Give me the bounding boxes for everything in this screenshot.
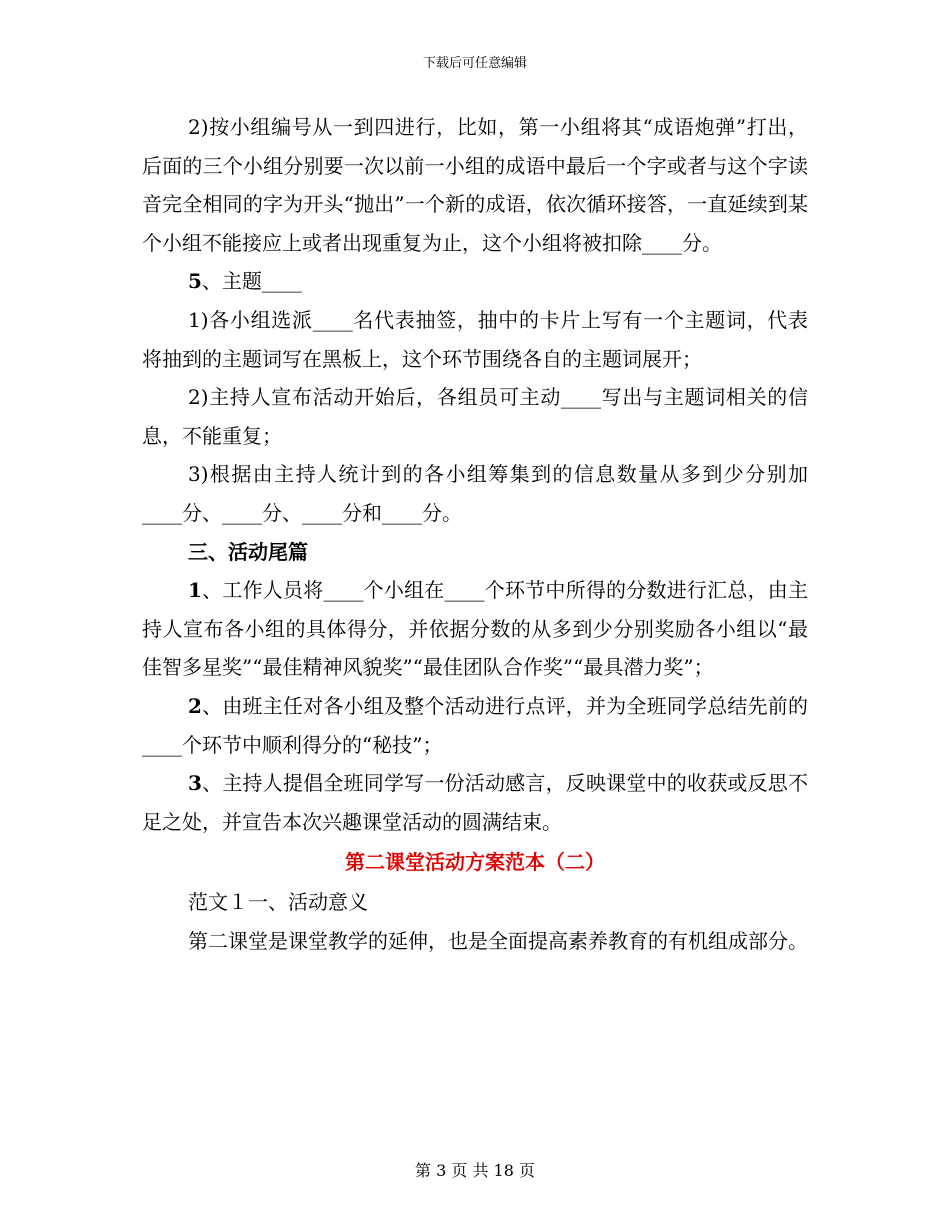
paragraph-theme-2: 2)主持人宣布活动开始后，各组员可主动____写出与主题词相关的信息，不能重复；: [142, 385, 808, 448]
paragraph-ending-1: [142, 571, 808, 687]
sample-heading: 范文１一、活动意义: [188, 890, 368, 915]
paragraph-theme-1: 1)各小组选派____名代表抽签，抽中的卡片上写有一个主题词，代表将抽到的主题词写在黑板上，这个环节围绕各自的主题词展开；: [142, 307, 808, 371]
page-header: 下载后可任意编辑: [422, 56, 527, 71]
section-5-heading: [142, 262, 808, 301]
ending-1-text: 、工作人员将____个小组在____个环节中所得的分数进行汇总，由主持人宣布各小组的具体得分，并依据分数的从多到少分别奖励各小组以“最佳智多星奖”“最佳精神风貌奖”“最佳团队合作奖”“最具潜力奖”；: [142, 578, 808, 680]
paragraph-significance: 第二课堂是课堂教学的延伸，也是全面提高素养教育的有机组成部分。: [188, 928, 808, 953]
paragraph-ending-3: [142, 764, 808, 841]
ending-2-text: 、由班主任对各小组及整个活动进行点评，并为全班同学总结先前的____个环节中顺利得分的“秘技”；: [142, 693, 808, 757]
document-title: 第二课堂活动方案范本（二）: [345, 850, 605, 875]
page-footer: 第 3 页 共 18 页: [415, 1161, 535, 1180]
paragraph-rule-2: 2)按小组编号从一到四进行，比如，第一小组将其“成语炮弹”打出，后面的三个小组分别要一次以前一小组的成语中最后一个字或者与这个字读音完全相同的字为开头“抛出”一个新的成语，依次循环接答，一直延续到某个小组不能接应上或者出现重复为止，这个小组将被扣除____分。: [142, 115, 808, 255]
section-5-number: 5: [188, 269, 202, 294]
paragraph-ending-2: [142, 687, 808, 764]
section-5-text: 、主题____: [201, 269, 302, 294]
paragraph-theme-3: 3)根据由主持人统计到的各小组筹集到的信息数量从多到少分别加____分、____分、____分和____分。: [142, 462, 808, 525]
section-heading-ending: 三、活动尾篇: [188, 539, 308, 564]
ending-3-text: 、主持人提倡全班同学写一份活动感言，反映课堂中的收获或反思不足之处，并宣告本次兴趣课堂活动的圆满结束。: [142, 771, 808, 834]
document-body: [142, 108, 808, 960]
ending-1-number: 1: [188, 578, 202, 603]
ending-2-number: 2: [188, 693, 202, 718]
ending-3-number: 3: [188, 771, 202, 796]
